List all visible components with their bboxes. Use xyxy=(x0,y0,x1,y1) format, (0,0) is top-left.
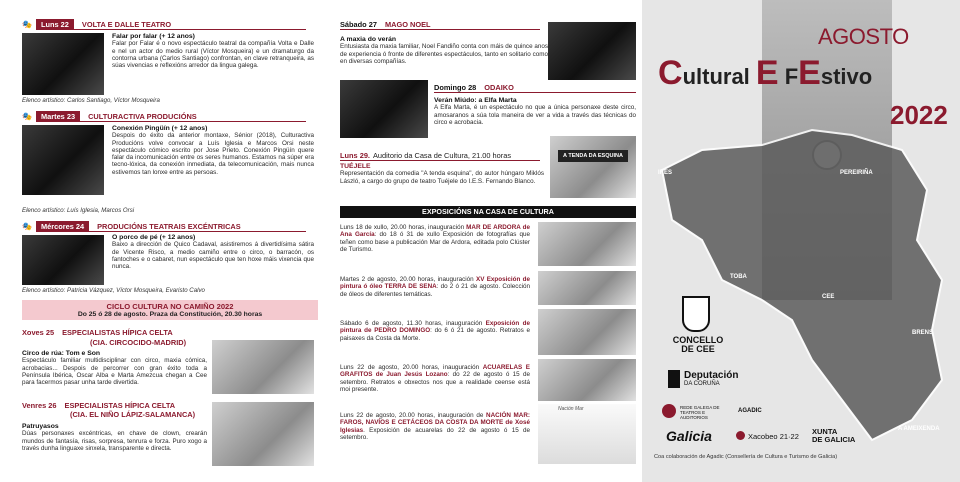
coat-of-arms-icon xyxy=(682,296,710,332)
event-text: Despois do éxito da anterior montaxe, Sénior (2018), Culturactiva Producións volve convocar a Luís Iglesia e Marcos Orsi neste espectáculo cómico escrito por Jose Prieto. Conexión Pingüín quere falar da incomunicación entre os seres humanos. Estamos na súper era tecno-lóxica, da conexión inmediata, da telecomunicación, mais nunca estivemos tan lonxe entre as persoas. xyxy=(112,132,314,176)
event-title: A maxia do verán xyxy=(340,36,397,43)
exhibition-photo xyxy=(538,222,636,266)
event-text: A Elfa Marta, é un espectáculo no que a única personaxe deste circo, amosaranos a súa tola maneira de ver a vida a través das técnicas do circo e acrobacia. xyxy=(434,104,636,126)
shop-sign: A TENDA DA ESQUINA xyxy=(558,150,628,162)
event-title: O porco de pé (+ 12 anos) xyxy=(112,234,196,241)
place-label: CEE xyxy=(822,294,835,300)
cover-month: AGOSTO xyxy=(818,24,909,49)
xacobeo-icon xyxy=(736,431,745,440)
cover-panel xyxy=(642,0,960,482)
exhibition-photo xyxy=(538,309,636,355)
agadic-logo: AGADIC xyxy=(738,408,762,414)
band-title: CICLO CULTURA NO CAMIÑO 2022 xyxy=(106,302,234,311)
place-label: IRES xyxy=(658,170,673,176)
event-text: Baixo a dirección de Quico Cadaval, asistiremos á divertidísima sátira de Vicente Risco, a medio camiño entre o circo, o barracón, os fantoches e o cabaret, nun espectáculo que ten hoxe máis vixencia que nunca. xyxy=(112,241,314,271)
event-title: Circo de rúa: Tom e Son xyxy=(22,350,101,357)
event-description xyxy=(22,423,207,452)
event-date: Xoves 25 xyxy=(22,328,55,337)
event-photo xyxy=(22,235,104,285)
deputacion-logo: Deputación xyxy=(684,370,739,381)
theater-masks-icon: 🎭 xyxy=(22,20,32,29)
exhibition-photo xyxy=(538,359,636,401)
theater-masks-icon: 🎭 xyxy=(22,222,32,231)
column-middle xyxy=(322,0,640,482)
company-name: CULTURACTIVA PRODUCIÓNS xyxy=(88,111,197,121)
xacobeo-logo: Xacobeo 21·22 xyxy=(748,432,799,441)
event-photo xyxy=(548,22,636,80)
section-header: EXPOSICIÓNS NA CASA DE CULTURA xyxy=(340,206,636,218)
event-description xyxy=(112,33,314,69)
event-photo xyxy=(340,80,428,138)
artist-signature: Nación Mar xyxy=(558,406,584,412)
cover-title: Cultural E FEstivo xyxy=(658,54,873,92)
event-text: Espectáculo familiar multidisciplinar con circo, maxia cómica, acrobacias... Despois de percorrer con gran éxito toda a Península Ibérica, Oscar Alba e Marta Amezcua chegan a Cee para facermos pasar unha tarde divertida. xyxy=(22,357,207,387)
exhibition-item: Sábado 6 de agosto, 11.30 horas, inauguración Exposición de pintura de PEDRO DOMINGO: do 6 ó 21 de agosto. Retratos e paisaxes da Costa da Morte. xyxy=(340,320,530,342)
deputacion-sub: DA CORUÑA xyxy=(684,381,720,387)
event-title: Falar por falar (+ 12 anos) xyxy=(112,33,195,40)
entry-header xyxy=(340,150,540,161)
company-subtitle: (CIA. CIRCOCIDO-MADRID) xyxy=(90,338,187,347)
event-date: Martes 23 xyxy=(36,111,80,122)
exhibition-item: Luns 18 de xullo, 20.00 horas, inauguración MAR DE ARDORA de Ana García: do 18 ó 31 de xullo Exposición de fotografías que teñen como base a publicación Mar de Ardora, editada polo Clúster de Turismo. xyxy=(340,224,531,253)
column-left xyxy=(0,0,320,482)
cover-year: 2022 xyxy=(890,100,948,130)
event-date: Mércores 24 xyxy=(36,221,89,232)
concello-logo: CONCELLO DE CEE xyxy=(672,335,724,354)
entry-header xyxy=(22,111,306,122)
company-name: VOLTA E DALLE TEATRO xyxy=(81,19,172,29)
event-description xyxy=(22,125,314,193)
event-date: Domingo 28 xyxy=(434,82,477,92)
event-photo xyxy=(550,136,636,198)
rede-galega-icon xyxy=(662,404,676,418)
galicia-logo: Galicia xyxy=(666,428,712,444)
place-label: BRENS xyxy=(912,330,934,336)
company-name: ESPECIALISTAS HÍPICA CELTA xyxy=(64,401,176,410)
company-name: MAGO NOEL xyxy=(384,19,431,29)
cast-line: Elenco artístico: Luís Iglesia, Marcos Orsi xyxy=(22,207,135,214)
company-name: ODAIKO xyxy=(484,82,514,92)
exhibition-item: Luns 22 de agosto, 20.00 horas, inauguración de NACIÓN MAR: FAROS, NAVÍOS E CETÁCEOS DA COSTA DA MORTE de Xosé Iglesias. Exposición de acuarelas do 22 de agosto ó 15 de setembro. xyxy=(340,412,530,441)
exhibition-photo xyxy=(538,404,636,464)
company-name: ESPECIALISTAS HÍPICA CELTA xyxy=(62,328,173,337)
place-label: TOBA xyxy=(730,274,747,280)
event-date: Luns 22 xyxy=(36,19,74,30)
entry-header xyxy=(22,19,306,30)
event-photo xyxy=(22,33,104,95)
event-photo xyxy=(212,402,314,466)
event-text: Entusiasta da maxia familiar, Noel Fandiño conta con máis de quince anos de experiencia ó fronte de diferentes espectáculos, tanto en solitario como en diversas compañías. xyxy=(340,43,548,65)
place-label: A AMEIXENDA xyxy=(898,426,940,432)
event-title: Verán Miúdo: a Elfa Marta xyxy=(434,97,517,104)
entry-header xyxy=(22,221,306,232)
company-name: TUÉJELE xyxy=(340,163,371,170)
deputacion-emblem-icon xyxy=(668,370,680,388)
cast-line: Elenco artístico: Patricia Vázquez, Víctor Mosqueira, Evaristo Calvo xyxy=(22,287,205,294)
cast-line: Elenco artístico: Carlos Santiago, Víctor Mosqueira xyxy=(22,97,160,104)
event-date: Luns 29. xyxy=(340,150,370,160)
event-title: Conexión Pingüín (+ 12 anos) xyxy=(112,125,208,132)
event-text: Dúas personaxes excéntricas, en chave de clown, crearán mundos de fantasía, risas, sorpresa, tenrura e forza. Puro xogo a través dunha linguaxe sinxela, transparente e directa. xyxy=(22,430,207,452)
event-date: Sábado 27 xyxy=(340,19,377,29)
band-subtitle: Do 25 ó 28 de agosto. Praza da Constitución, 20.30 horas xyxy=(77,311,263,318)
company-subtitle: (CIA. EL NIÑO LÁPIZ-SALAMANCA) xyxy=(70,410,196,419)
event-description xyxy=(22,350,207,386)
event-place: Auditorio da Casa de Cultura, 21.00 horas xyxy=(372,150,512,160)
event-photo xyxy=(212,340,314,394)
event-title: Patruyasos xyxy=(22,423,59,430)
event-description xyxy=(340,36,548,65)
place-label: PEREIRIÑA xyxy=(840,170,873,176)
event-description xyxy=(112,234,314,270)
rede-galega-logo: REDE GALEGA DE TEATROS E AUDITORIOS xyxy=(680,405,720,420)
exhibition-item: Martes 2 de agosto, 20.00 horas, inauguración XV Exposición de pintura ó óleo TERRA DE SENA: do 2 ó 21 de agosto. Colección de óleos de diferentes temáticas. xyxy=(340,276,530,298)
event-description xyxy=(340,163,544,185)
event-description xyxy=(434,97,636,126)
entry-header xyxy=(434,82,636,93)
exhibition-item: Luns 22 de agosto, 20.00 horas, inauguración ACUARELAS E GRAFITOS de Juan Jesús Lozano: do 22 de agosto ó 15 de setembro. Retratos e obxectos nos que a realidade ceense está moi presente. xyxy=(340,364,530,393)
xunta-logo: XUNTA DE GALICIA xyxy=(812,427,856,444)
company-name: PRODUCIÓNS TEATRAIS EXCÉNTRICAS xyxy=(97,221,241,231)
entry-header xyxy=(340,19,540,30)
event-text: Falar por Falar é o novo espectáculo teatral da compañía Volta e Dalle e nel un actor do medio rural (Víctor Mosqueira) e un dramaturgo da contorna urbana (Carlos Santiago) confrontan, en clave retranqueira, as súas vivencias e reflexións arredor da lingua galega. xyxy=(112,40,314,70)
event-date: Venres 26 xyxy=(22,401,57,410)
exhibition-photo xyxy=(538,271,636,305)
festival-band xyxy=(22,300,318,320)
event-text: Representación da comedia "A tenda esquina", do autor húngaro Miklós László, a cargo do grupo de teatro Tuéjele do I.E.S. Fernando Blanco. xyxy=(340,170,544,185)
credit-line: Coa colaboración de Agadic (Consellería de Cultura e Turismo de Galicia) xyxy=(654,454,838,460)
theater-masks-icon: 🎭 xyxy=(22,112,32,121)
